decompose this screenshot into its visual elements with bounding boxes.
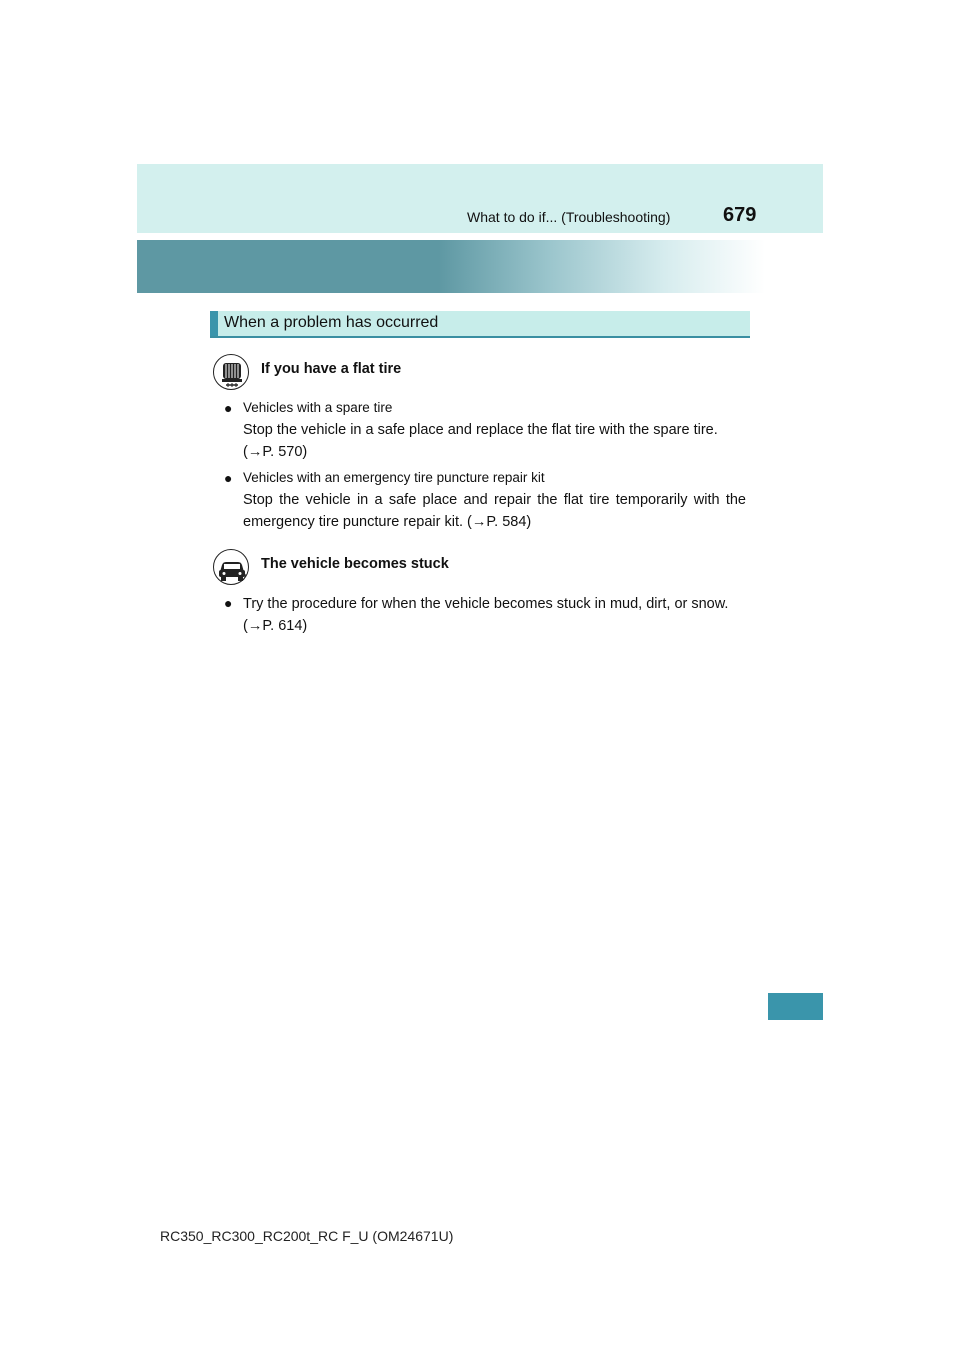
page-reference-link[interactable]: (→P. 570) [243,444,308,460]
item-text-vehicle-stuck [243,593,746,637]
footer-model-code: RC350_RC300_RC200t_RC F_U (OM24671U) [160,1228,454,1244]
flat-tire-icon [213,354,249,390]
section-title: When a problem has occurred [224,314,439,331]
item-title-spare-tire: Vehicles with a spare tire [243,400,393,415]
page-reference-link[interactable]: (→P. 614) [243,618,308,634]
page-reference-link[interactable]: (→P. 584) [467,514,532,530]
item-description: Try the procedure for when the vehicle becomes stuck in mud, dirt, or snow. [243,596,729,612]
item-text-spare-tire [243,419,746,463]
chapter-gradient-band [137,240,765,293]
item-title-repair-kit: Vehicles with an emergency tire puncture repair kit [243,470,545,485]
bullet-marker: ● [224,470,233,486]
vehicle-stuck-icon [213,549,249,585]
subsection-title-vehicle-stuck: The vehicle becomes stuck [261,556,449,572]
section-header [210,311,750,338]
subsection-title-flat-tire: If you have a flat tire [261,361,402,377]
running-header-title: What to do if... (Troubleshooting) [467,209,671,225]
item-description: Stop the vehicle in a safe place and repair the flat tire temporarily with the emergency tire puncture repair kit. [243,492,746,530]
page-number: 679 [723,204,757,226]
bullet-marker: ● [224,595,233,611]
chapter-side-tab [768,993,823,1020]
bullet-marker: ● [224,400,233,416]
item-text-repair-kit [243,489,746,533]
item-description: Stop the vehicle in a safe place and replace the flat tire with the spare tire. [243,422,718,438]
section-accent-bar [210,311,218,336]
